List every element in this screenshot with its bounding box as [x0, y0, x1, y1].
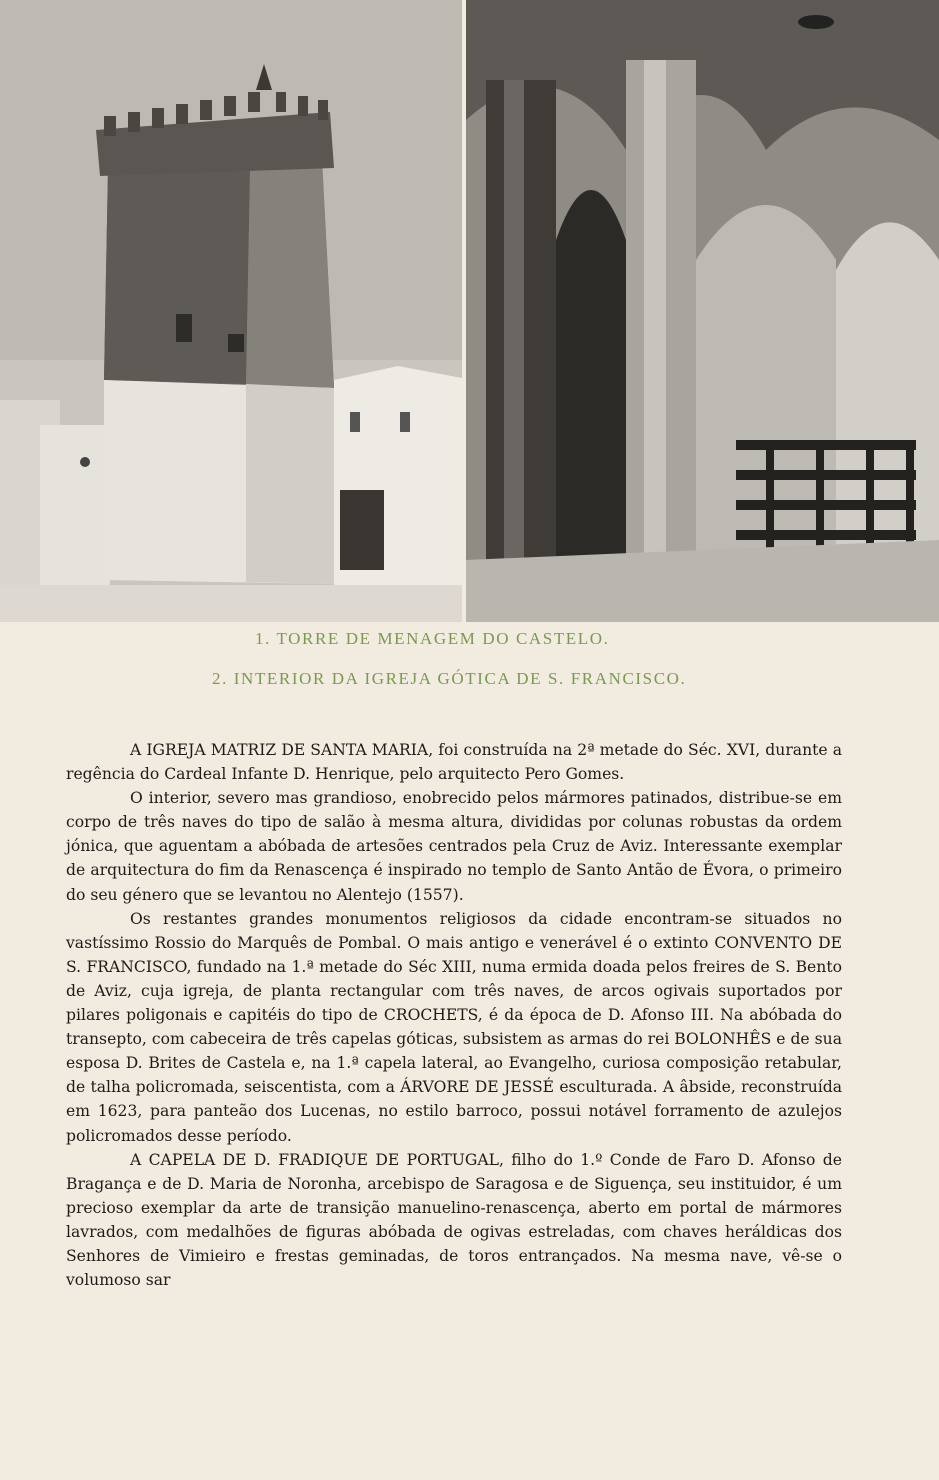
- paragraph-igreja-matriz: A IGREJA MATRIZ DE SANTA MARIA, foi construída na 2ª metade do Séc. XVI, durante a regência do Cardeal Infante D. Henrique, pelo arquitecto Pero Gomes.: [66, 741, 842, 784]
- paragraph-interior: O interior, severo mas grandioso, enobrecido pelos mármores patinados, distribue-se em corpo de três naves do tipo de salão à mesma altura, divididas por colunas robustas da ordem jónica, que aguentam a abóbada de artesões centrados pela Cruz de Aviz. Interessante exemplar de arquitectura do fim da Renascença é inspirado no templo de Santo Antão de Évora, o primeiro do seu género que se levantou no Alentejo (1557).: [66, 789, 842, 904]
- body-text: [66, 738, 842, 1292]
- paragraph-convento: Os restantes grandes monumentos religiosos da cidade encontram-se situados no vastíssimo Rossio do Marquês de Pombal. O mais antigo e venerável é o extinto CONVENTO DE S. FRANCISCO, fundado na 1.ª metade do Séc XIII, numa ermida doada pelos freires de S. Bento de Aviz, cuja igreja, de planta rectangular com três naves, de arcos ogivais suportados por pilares poligonais e capitéis do tipo de CROCHETS, é da época de D. Afonso III. Na abóbada do transepto, com cabeceira de três capelas góticas, subsistem as armas do rei BOLONHÊS e de sua esposa D. Brites de Castela e, na 1.ª capela lateral, ao Evangelho, curiosa composição retabular, de talha policromada, seiscentista, com a ÁRVORE DE JESSÉ esculturada. A âbside, reconstruída em 1623, para panteão dos Lucenas, no estilo barroco, possui notável forramento de azulejos policromados desse período.: [66, 909, 842, 1145]
- church-interior-photo: [466, 0, 939, 622]
- photo-strip: [0, 0, 939, 622]
- paragraph-capela: A CAPELA DE D. FRADIQUE DE PORTUGAL, filho do 1.º Conde de Faro D. Afonso de Bragança e de D. Maria de Noronha, arcebispo de Saragosa e de Siguença, seu instituidor, é um precioso exemplar da arte de transição manuelino-renascença, aberto em portal de mármores lavrados, com medalhões de figuras abóbada de ogivas estreladas, com chaves heráldicas dos Senhores de Vimieiro e frestas geminadas, de toros entrançados. Na mesma nave, vê-se o volumoso sar: [66, 1150, 842, 1290]
- caption-church-interior: 2. INTERIOR DA IGREJA GÓTICA DE S. FRANCISCO.: [212, 669, 687, 688]
- caption-castle-tower: 1. TORRE DE MENAGEM DO CASTELO.: [255, 629, 610, 648]
- castle-tower-photo: [0, 0, 462, 622]
